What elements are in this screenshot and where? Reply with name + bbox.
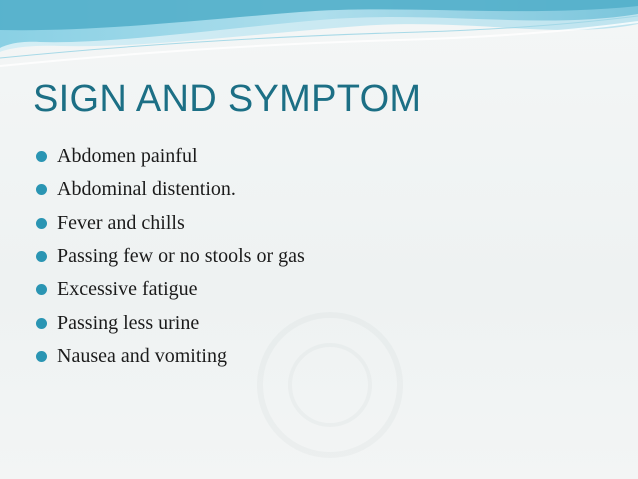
list-item [36,240,305,273]
list-item-text: Passing less urine [57,311,200,334]
bullet-dot-icon [36,184,47,195]
bullet-dot-icon [36,284,47,295]
bullet-dot-icon [36,318,47,329]
bullet-dot-icon [36,351,47,362]
list-item-text: Abdomen painful [57,145,198,168]
list-item-text: Passing few or no stools or gas [57,245,305,268]
list-item-text: Abdominal distention. [57,178,236,201]
list-item-text: Fever and chills [57,211,185,234]
symptom-list [36,140,305,373]
list-item-text: Nausea and vomiting [57,344,227,367]
list-item [36,207,305,240]
list-item [36,306,305,339]
bullet-dot-icon [36,151,47,162]
list-item [36,140,305,173]
bullet-dot-icon [36,218,47,229]
list-item [36,173,305,206]
slide-title: SIGN AND SYMPTOM [33,78,422,120]
header-wave-banner [0,0,638,80]
list-item-text: Excessive fatigue [57,278,198,301]
list-item [36,340,305,373]
list-item [36,273,305,306]
bullet-dot-icon [36,251,47,262]
